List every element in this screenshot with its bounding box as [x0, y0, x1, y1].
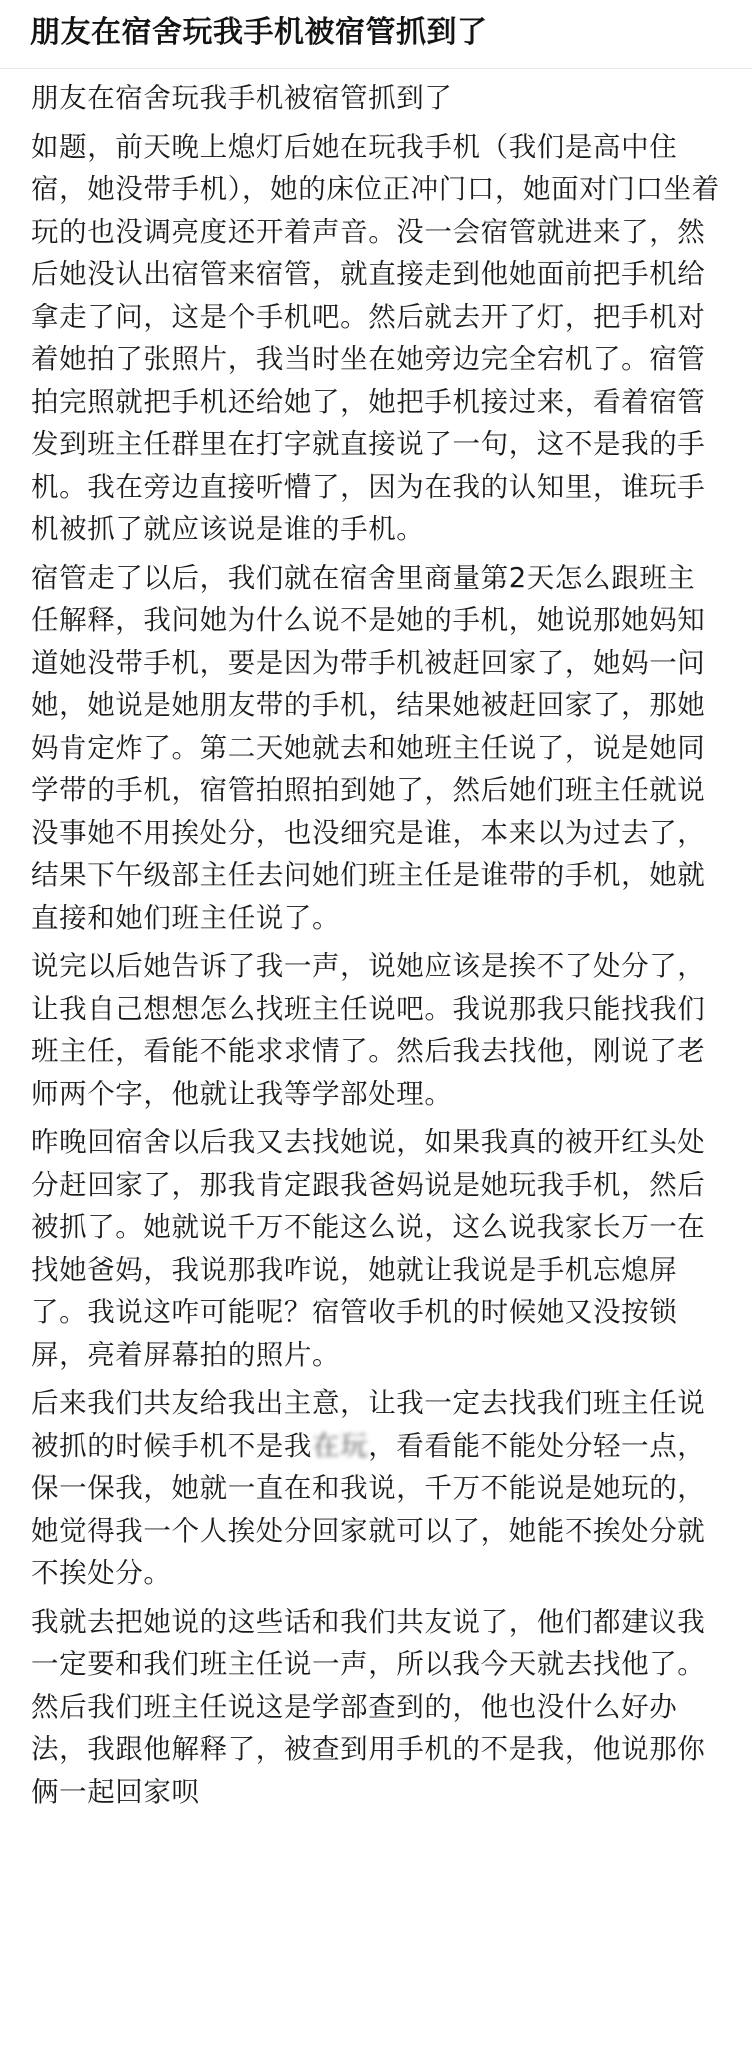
paragraph-5: [31, 1382, 721, 1595]
post-content: [0, 69, 752, 1813]
post-title: 朋友在宿舍玩我手机被宿管抓到了: [30, 15, 488, 50]
paragraph-5-after: ，看看能不能处分轻一点，保一保我，她就一直在和我说，千万不能说是她玩的，她觉得我一个人挨处分回家就可以了，她能不挨处分就不挨处分。: [31, 1429, 706, 1589]
paragraph-5-before: 后来我们共友给我出主意，让我一定去找我们班主任说被抓的时候手机不是我: [31, 1387, 706, 1462]
paragraph-6: 我就去把她说的这些话和我们共友说了，他们都建议我一定要和我们班主任说一声，所以我今天就去找他了。然后我们班主任说这是学部查到的，他也没什么好办法，我跟他解释了，被查到用手机的不是我，他说那你俩一起回家呗: [31, 1605, 706, 1808]
paragraph-2: 宿管走了以后，我们就在宿舍里商量第2天怎么跟班主任解释，我问她为什么说不是她的手机，她说那她妈知道她没带手机，要是因为带手机被赶回家了，她妈一问她，她说是她朋友带的手机，结果她被赶回家了，那她妈肯定炸了。第二天她就去和她班主任说了，说是她同学带的手机，宿管拍照拍到她了，然后她们班主任就说没事她不用挨处分，也没细究是谁，本来以为过去了，结果下午级部主任去问她们班主任是谁带的手机，她就直接和她们班主任说了。: [31, 561, 706, 934]
title-bar: [0, 0, 752, 69]
blurred-text: 在玩: [312, 1429, 369, 1462]
paragraph-4: 昨晚回宿舍以后我又去找她说，如果我真的被开红头处分赶回家了，那我肯定跟我爸妈说是她玩我手机，然后被抓了。她就说千万不能这么说，这么说我家长万一在找她爸妈，我说那我咋说，她就让我说是手机忘熄屏了。我说这咋可能呢？宿管收手机的时候她又没按锁屏，亮着屏幕拍的照片。: [31, 1126, 706, 1371]
post-subtitle: 朋友在宿舍玩我手机被宿管抓到了: [31, 82, 453, 114]
paragraph-1: 如题，前天晚上熄灯后她在玩我手机（我们是高中住宿，她没带手机），她的床位正冲门口，她面对门口坐着玩的也没调亮度还开着声音。没一会宿管就进来了，然后她没认出宿管来宿管，就直接走到他她面前把手机给拿走了问，这是个手机吧。然后就去开了灯，把手机对着她拍了张照片，我当时坐在她旁边完全宕机了。宿管拍完照就把手机还给她了，她把手机接过来，看着宿管发到班主任群里在打字就直接说了一句，这不是我的手机。我在旁边直接听懵了，因为在我的认知里，谁玩手机被抓了就应该说是谁的手机。: [31, 130, 720, 545]
paragraph-3: 说完以后她告诉了我一声，说她应该是挨不了处分了，让我自己想想怎么找班主任说吧。我说那我只能找我们班主任，看能不能求求情了。然后我去找他，刚说了老师两个字，他就让我等学部处理。: [31, 950, 706, 1110]
